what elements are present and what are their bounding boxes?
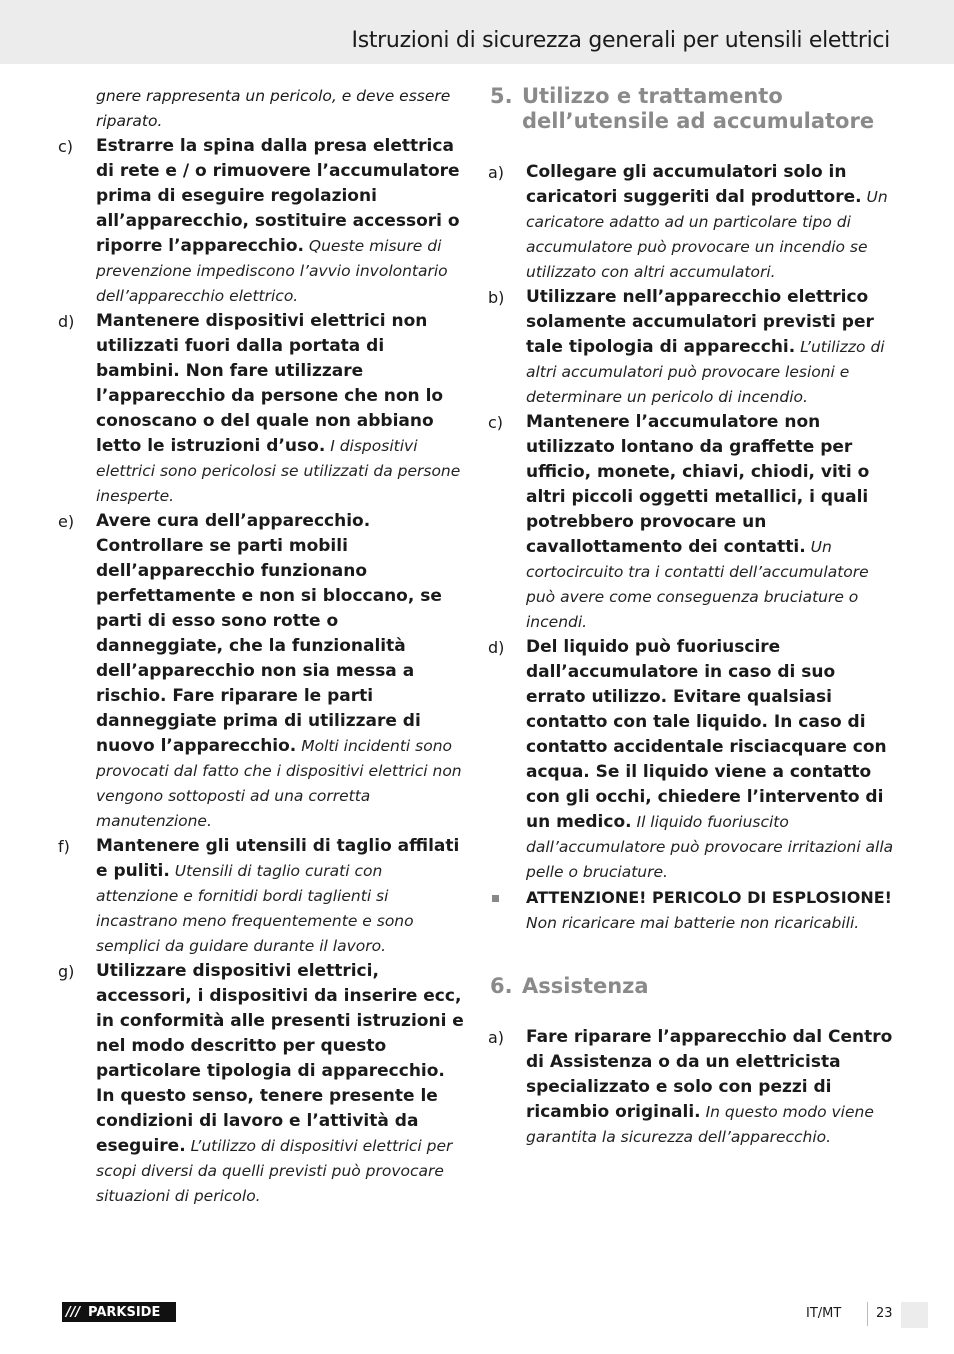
item-bold-text: Mantenere l’accumulatore non utilizzato lontano da graffette per ufficio, monete, chiavi, chiodi, viti o altri piccoli oggetti metallici, i quali potrebbero provocare un cavallottamento dei contatti.	[526, 412, 870, 557]
item-label: a)	[488, 163, 505, 182]
page-number: 23	[876, 1306, 893, 1321]
item-bold-text: Mantenere gli utensili di taglio affilati e puliti.	[96, 836, 460, 881]
right-column	[488, 84, 894, 1150]
list-item-g	[58, 959, 466, 1209]
item-italic-text: Il liquido fuoriuscito dall’accumulatore può provocare irritazioni alla pelle o bruciature.	[526, 813, 894, 881]
logo-slashes-icon: ///	[66, 1304, 81, 1320]
footer-divider	[867, 1302, 868, 1326]
list-item-c	[58, 134, 466, 309]
section-heading-5	[488, 84, 894, 134]
item-label: d)	[488, 638, 505, 657]
list-item-f	[58, 834, 466, 959]
list-item-a	[488, 160, 894, 285]
item-label: g)	[58, 962, 75, 981]
item-label: a)	[488, 1028, 505, 1047]
list-item-a	[488, 1025, 894, 1150]
item-italic-text: I dispositivi elettrici sono pericolosi se utilizzati da persone inesperte.	[96, 437, 461, 505]
continuation-text	[58, 84, 466, 134]
section-number: 5.	[490, 84, 513, 108]
item-bold-text: Collegare gli accumulatori solo in caricatori suggeriti dal produttore.	[526, 162, 862, 207]
warning-text: ATTENZIONE! PERICOLO DI ESPLOSIONE!	[526, 888, 892, 907]
item-bold-text: Utilizzare nell’apparecchio elettrico solamente accumulatori previsti per tale tipologia di apparecchi.	[526, 287, 874, 357]
section-title-text: Utilizzo e trattamento dell’utensile ad accumulatore	[522, 84, 875, 133]
item-bold-text: Utilizzare dispositivi elettrici, accessori, i dispositivi da inserire ecc, in conformità alle presenti istruzioni e nel modo descritto per questo particolare tipologia di apparecchio. In questo senso, tenere presente le condizioni di lavoro e l’attività da eseguire.	[96, 961, 464, 1156]
list-item-c	[488, 410, 894, 635]
item-bold-text: Mantenere dispositivi elettrici non utilizzati fuori dalla portata di bambini. Non fare utilizzare l’apparecchio da persone che non lo conoscano o del quale non abbiano letto le istruzioni d’uso.	[96, 311, 444, 456]
footer-tab	[901, 1302, 928, 1328]
section-number: 6.	[490, 974, 513, 998]
item-italic-text: Queste misure di prevenzione impediscono l’avvio involontario dell’apparecchio elettrico.	[96, 237, 448, 305]
brand-logo	[62, 1302, 176, 1322]
list-item-e	[58, 509, 466, 834]
item-bold-text: Del liquido può fuoriuscire dall’accumulatore in caso di suo errato utilizzo. Evitare qualsiasi contatto con tale liquido. In caso di contatto accidentale risciacquare con acqua. Se il liquido viene a contatto con gli occhi, chiedere l’intervento di un medico.	[526, 637, 887, 832]
warning-note: Non ricaricare mai batterie non ricaricabili.	[526, 914, 860, 932]
item-italic-text: Un cortocircuito tra i contatti dell’accumulatore può avere come conseguenza bruciature o incendi.	[526, 538, 869, 631]
left-column	[58, 84, 466, 1209]
item-italic-text: Utensili di taglio curati con attenzione e fornitidi bordi taglienti si incastrano meno frequentemente e sono semplici da guidare durante il lavoro.	[96, 862, 414, 955]
item-italic-text: Molti incidenti sono provocati dal fatto che i dispositivi elettrici non vengono sottoposti ad una corretta manutenzione.	[96, 737, 462, 830]
list-item-d	[58, 309, 466, 509]
continuation-line-2: riparato.	[96, 112, 163, 130]
square-bullet-icon	[492, 895, 499, 902]
item-label: d)	[58, 312, 75, 331]
list-item-b	[488, 285, 894, 410]
item-bold-text: Avere cura dell’apparecchio. Controllare se parti mobili dell’apparecchio funzionano perfettamente e non si bloccano, se parti di esso sono rotte o danneggiate, che la funzionalità dell’apparecchio non sia messa a rischio. Fare riparare le parti danneggiate prima di utilizzare di nuovo l’apparecchio.	[96, 511, 442, 756]
item-label: c)	[488, 413, 504, 432]
item-italic-text: In questo modo viene garantita la sicurezza dell’apparecchio.	[526, 1103, 874, 1146]
warning-item	[488, 885, 894, 936]
page-header	[0, 0, 954, 64]
item-label: c)	[58, 137, 74, 156]
item-bold-text: Estrarre la spina dalla presa elettrica di rete e / o rimuovere l’accumulatore prima di eseguire regolazioni all’apparecchio, sostituire accessori o riporre l’apparecchio.	[96, 136, 460, 256]
item-label: f)	[58, 837, 70, 856]
continuation-line-1: gnere rappresenta un pericolo, e deve essere	[96, 87, 451, 105]
item-bold-text: Fare riparare l’apparecchio dal Centro di Assistenza o da un elettricista specializzato e solo con pezzi di ricambio originali.	[526, 1027, 893, 1122]
item-label: b)	[488, 288, 505, 307]
section-heading-6	[488, 974, 894, 999]
item-italic-text: Un caricatore adatto ad un particolare tipo di accumulatore può provocare un incendio se utilizzato con altri accumulatori.	[526, 188, 888, 281]
item-italic-text: L’utilizzo di dispositivi elettrici per scopi diversi da quelli previsti può provocare situazioni di pericolo.	[96, 1137, 453, 1205]
section-title-text: Assistenza	[522, 974, 649, 998]
page-title: Istruzioni di sicurezza generali per utensili elettrici	[351, 28, 890, 53]
item-italic-text: L’utilizzo di altri accumulatori può provocare lesioni e determinare un pericolo di incendio.	[526, 338, 885, 406]
language-code: IT/MT	[806, 1306, 842, 1321]
brand-name: PARKSIDE	[88, 1304, 161, 1320]
item-label: e)	[58, 512, 75, 531]
list-item-d	[488, 635, 894, 885]
